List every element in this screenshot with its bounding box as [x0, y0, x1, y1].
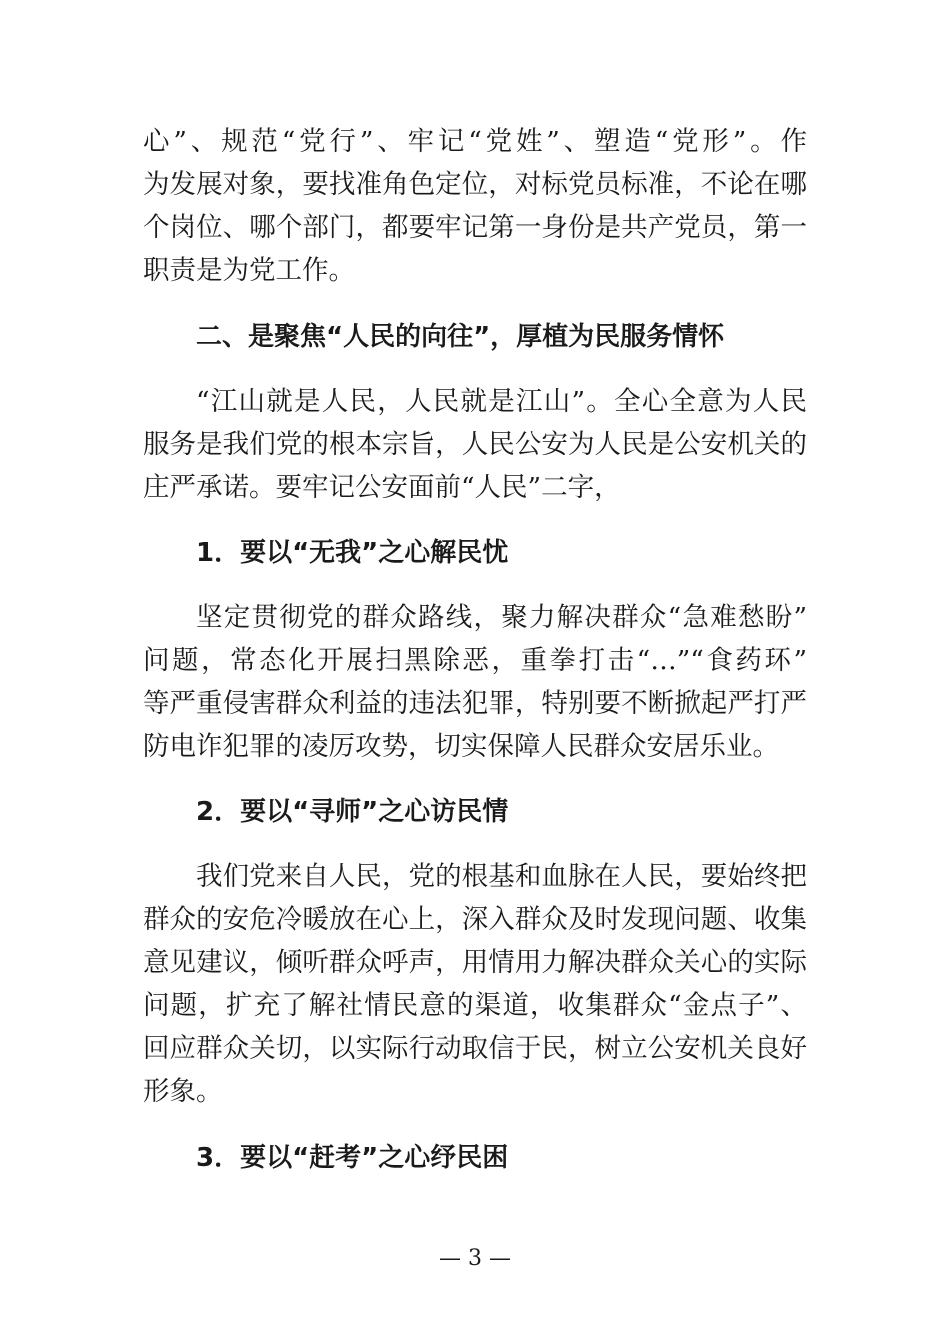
section-heading: 二、是聚焦“人民的向往”，厚植为民服务情怀 [196, 322, 725, 352]
subsection-heading: 1．要以“无我”之心解民忧 [196, 538, 509, 568]
paragraph-line: 为发展对象，要找准角色定位，对标党员标准，不论在哪 [143, 169, 807, 200]
paragraph-line: 回应群众关切，以实际行动取信于民，树立公安机关良好 [143, 1033, 807, 1064]
page-number: — 3 — [439, 1246, 511, 1271]
paragraph-line: 防电诈犯罪的凌厉攻势，切实保障人民群众安居乐业。 [143, 731, 779, 762]
paragraph-line: 问题，扩充了解社情民意的渠道，收集群众“金点子”、 [143, 990, 807, 1021]
paragraph-line: 心”、规范“党行”、牢记“党姓”、塑造“党形”。作 [143, 126, 807, 157]
paragraph-line: 服务是我们党的根本宗旨，人民公安为人民是公安机关的 [143, 429, 807, 460]
subsection-heading: 2．要以“寻师”之心访民情 [196, 797, 509, 827]
paragraph-line: 我们党来自人民，党的根基和血脉在人民，要始终把 [196, 861, 807, 892]
paragraph-line: 等严重侵害群众利益的违法犯罪，特别要不断掀起严打严 [143, 688, 807, 719]
paragraph-line: 群众的安危冷暖放在心上，深入群众及时发现问题、收集 [143, 904, 807, 935]
paragraph-line: 坚定贯彻党的群众路线，聚力解决群众“急难愁盼” [196, 602, 807, 633]
paragraph-line: “江山就是人民，人民就是江山”。全心全意为人民 [196, 386, 807, 417]
paragraph-line: 职责是为党工作。 [143, 255, 355, 286]
paragraph-line: 形象。 [143, 1076, 223, 1107]
paragraph-line: 个岗位、哪个部门，都要牢记第一身份是共产党员，第一 [143, 212, 807, 243]
paragraph-line: 意见建议，倾听群众呼声，用情用力解决群众关心的实际 [143, 947, 807, 978]
paragraph-line: 庄严承诺。要牢记公安面前“人民”二字， [143, 472, 621, 503]
paragraph-line: 问题，常态化开展扫黑除恶，重拳打击“…”“食药环” [143, 645, 807, 676]
subsection-heading: 3．要以“赶考”之心纾民困 [196, 1143, 509, 1173]
